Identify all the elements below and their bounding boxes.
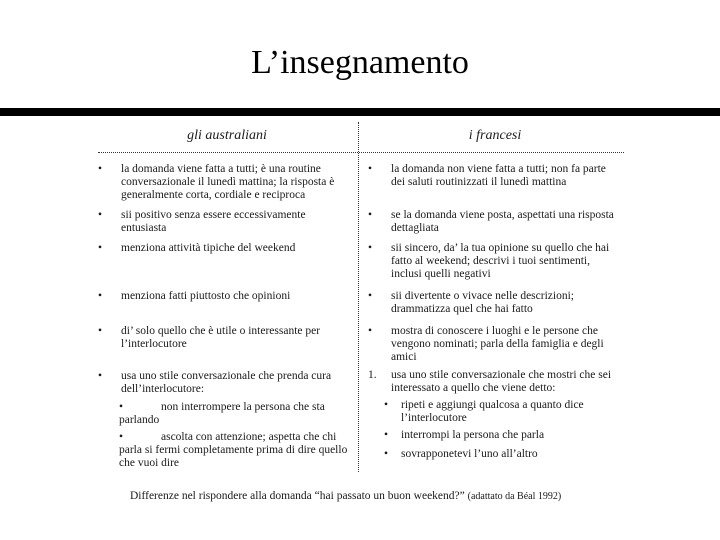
header-french: i francesi	[468, 128, 522, 143]
bullet-icon: •	[98, 370, 103, 382]
list-item-text: la domanda viene fatta a tutti; è una routine conversazionale il lunedì mattina; la risposta è generalmente corta, cordiale e reciproca	[121, 163, 335, 202]
list-item-text: usa uno stile conversazionale che prenda cura dell’interlocutore:	[121, 370, 332, 396]
list-item	[98, 163, 350, 203]
list-item	[368, 325, 622, 365]
sub-list-item	[384, 448, 624, 461]
header-australians: gli australiani	[187, 128, 267, 143]
bullet-icon: •	[384, 429, 389, 441]
number-marker: 1.	[368, 369, 377, 381]
numbered-item-text: usa uno stile conversazionale che mostri che sei interessato a quello che viene detto:	[391, 369, 612, 395]
list-item-text: sii divertente o vivace nelle descrizioni; drammatizza quel che hai fatto	[391, 290, 574, 316]
comparison-table	[96, 118, 626, 473]
bullet-icon: •	[384, 399, 389, 411]
sub-list-item-text: interrompi la persona che parla	[401, 429, 545, 441]
sub-list-item-text: ascolta con attenzione; aspetta che chi parla si fermi completamente prima di dire quello che vuoi dire	[119, 431, 348, 470]
title-divider	[0, 108, 720, 116]
sub-list-item-text: ripeti e aggiungi qualcosa a quanto dice l’interlocutore	[401, 399, 584, 425]
list-item	[98, 242, 350, 255]
caption-text: Differenze nel rispondere alla domanda “hai passato un buon weekend?”	[130, 490, 465, 502]
column-divider	[358, 122, 359, 472]
list-item-text: menziona attività tipiche del weekend	[121, 242, 296, 254]
bullet-icon: •	[384, 448, 389, 460]
bullet-icon: •	[368, 325, 373, 337]
list-item	[98, 325, 350, 351]
bullet-icon: •	[119, 431, 124, 443]
list-item-text: di’ solo quello che è utile o interessante per l’interlocutore	[121, 325, 321, 351]
list-item-text: sii sincero, da’ la tua opinione su quello che hai fatto al weekend; descrivi i tuoi sentimenti, inclusi quelli negativi	[391, 242, 610, 281]
slide-title: L’insegnamento	[251, 44, 469, 81]
list-item-text: se la domanda viene posta, aspettati una risposta dettagliata	[391, 209, 614, 235]
sub-list-item-text: sovrapponetevi l’uno all’altro	[401, 448, 538, 460]
caption-source: (adattato da Béal 1992)	[467, 491, 562, 502]
bullet-icon: •	[98, 290, 103, 302]
list-item-text: la domanda non viene fatta a tutti; non fa parte dei saluti routinizzati il lunedì mattina	[391, 163, 606, 189]
sub-list-item	[119, 401, 349, 427]
numbered-item	[368, 369, 622, 395]
list-item	[98, 290, 350, 303]
sub-list-item	[384, 429, 624, 442]
bullet-icon: •	[368, 209, 373, 221]
list-item-text: mostra di conoscere i luoghi e le persone che vengono nominati; parla della famiglia e degli amici	[391, 325, 604, 364]
bullet-icon: •	[368, 242, 373, 254]
sub-list-item	[119, 431, 351, 471]
bullet-icon: •	[119, 401, 124, 413]
list-item-text: menziona fatti piuttosto che opinioni	[121, 290, 291, 302]
list-item	[368, 290, 622, 316]
bullet-icon: •	[368, 163, 373, 175]
list-item-text: sii positivo senza essere eccessivamente entusiasta	[121, 209, 306, 235]
bullet-icon: •	[98, 325, 103, 337]
list-item	[368, 242, 622, 282]
list-item	[98, 209, 350, 235]
sub-list-item	[384, 399, 624, 425]
bullet-icon: •	[368, 290, 373, 302]
table-caption	[130, 490, 690, 502]
bullet-icon: •	[98, 163, 103, 175]
list-item	[368, 163, 622, 189]
bullet-icon: •	[98, 209, 103, 221]
list-item	[98, 370, 350, 396]
list-item	[368, 209, 622, 235]
header-rule	[98, 152, 624, 153]
bullet-icon: •	[98, 242, 103, 254]
sub-list-item-text: non interrompere la persona che sta parlando	[119, 401, 325, 427]
